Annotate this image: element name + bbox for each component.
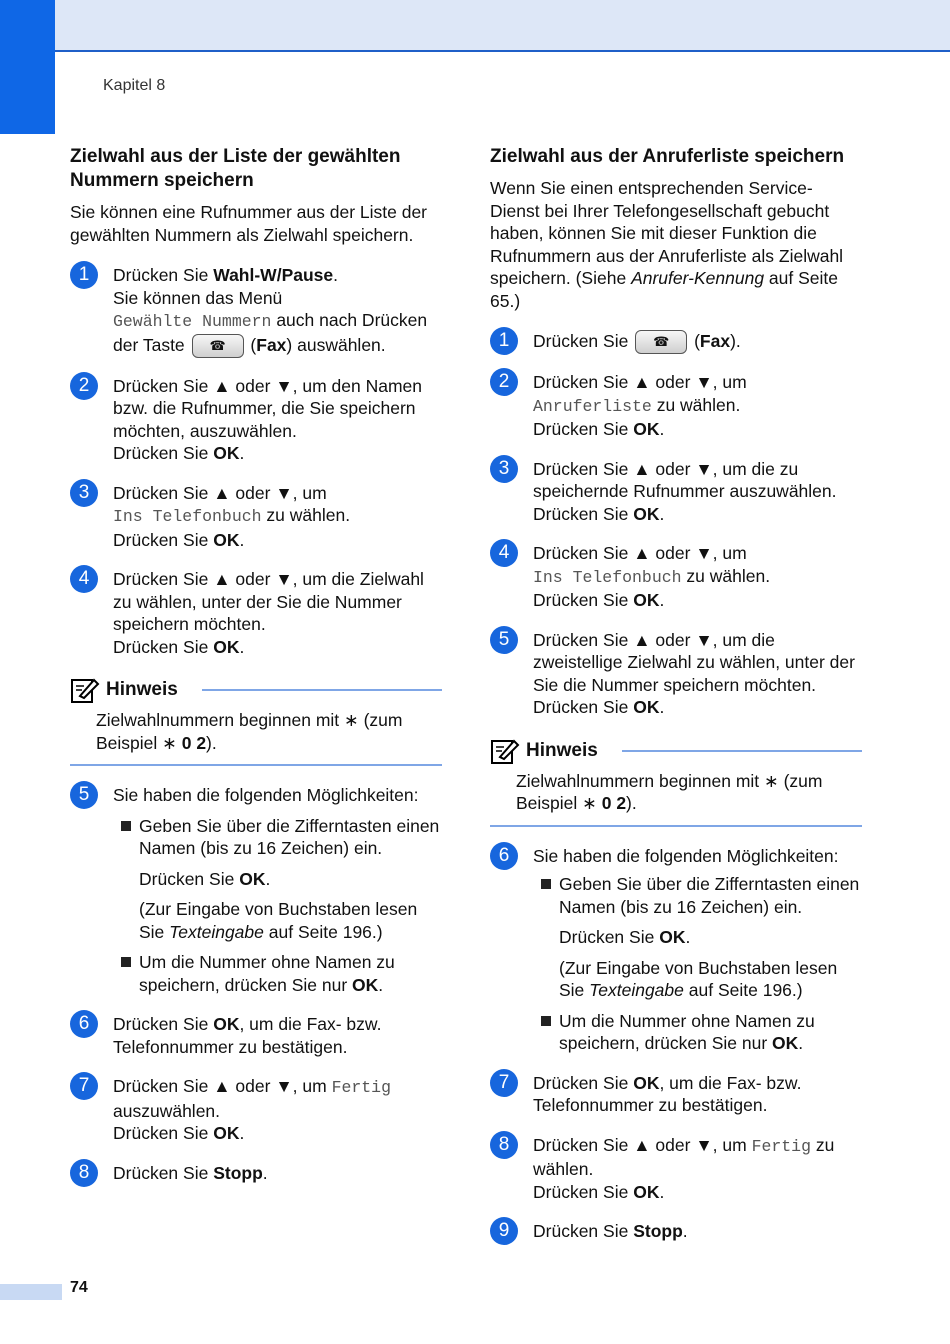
note-title: Hinweis xyxy=(526,739,598,761)
step-6: 6 Drücken Sie OK, um die Fax- bzw. Telefonnummer zu bestätigen. xyxy=(70,1013,442,1058)
step-8: 8 Drücken Sie ▲ oder ▼, um Fertig zu wählen. Drücken Sie OK. xyxy=(490,1134,862,1204)
step-3: 3 Drücken Sie ▲ oder ▼, um Ins Telefonbuch zu wählen. Drücken Sie OK. xyxy=(70,482,442,552)
step-2: 2 Drücken Sie ▲ oder ▼, um den Namen bzw. die Rufnummer, die Sie speichern möchten, auszuwählen. Drücken Sie OK. xyxy=(70,375,442,465)
note-title: Hinweis xyxy=(106,679,178,701)
step-7: 7 Drücken Sie OK, um die Fax- bzw. Telefonnummer zu bestätigen. xyxy=(490,1072,862,1117)
note-box xyxy=(490,736,862,827)
section-title: Zielwahl aus der Liste der gewählten Nummern speichern xyxy=(70,146,401,191)
right-column xyxy=(490,145,862,1260)
chapter-tab xyxy=(0,0,55,134)
step-1: 1 Drücken Sie Wahl-W/Pause. Sie können das Menü Gewählte Nummern auch nach Drücken der Taste ☎ (Fax) auswählen. xyxy=(70,264,442,358)
step-4: 4 Drücken Sie ▲ oder ▼, um die Zielwahl zu wählen, unter der Sie die Nummer speichern möchten. Drücken Sie OK. xyxy=(70,568,442,658)
down-arrow-icon: ▼ xyxy=(275,375,293,396)
step-1: 1 Drücken Sie ☎ (Fax). xyxy=(490,330,862,354)
note-text: Zielwahlnummern beginnen mit ∗ (zum Beispiel ∗ 0 2). xyxy=(96,710,403,753)
bullet-icon xyxy=(541,879,551,889)
note-box xyxy=(70,675,442,766)
bullet-icon xyxy=(541,1016,551,1026)
star-icon: ∗ xyxy=(344,710,359,731)
up-arrow-icon: ▲ xyxy=(213,375,231,396)
note-pencil-icon xyxy=(490,737,520,765)
step-9: 9 Drücken Sie Stopp. xyxy=(490,1220,862,1243)
step-4: 4 Drücken Sie ▲ oder ▼, um Ins Telefonbuch zu wählen. Drücken Sie OK. xyxy=(490,542,862,612)
step-5: 5 Drücken Sie ▲ oder ▼, um die zweistellige Zielwahl zu wählen, unter der Sie die Nummer speichern möchten. Drücken Sie OK. xyxy=(490,629,862,719)
menu-text: Gewählte Nummern xyxy=(113,312,272,331)
step-number-1: 1 xyxy=(70,261,98,289)
step-2: 2 Drücken Sie ▲ oder ▼, um Anruferliste zu wählen. Drücken Sie OK. xyxy=(490,371,862,441)
step-8: 8 Drücken Sie Stopp. xyxy=(70,1162,442,1185)
down-arrow-icon: ▼ xyxy=(275,569,293,590)
step-5: 5 Sie haben die folgenden Möglichkeiten: Geben Sie über die Zifferntasten einen Namen (bis zu 16 Zeichen) ein. Drücken Sie OK. (Zur Eingabe von Buchstaben lesen Sie Texteingabe auf Seite 196.) Um die Nummer ohne Namen zu speichern, drücken Sie nur OK. xyxy=(70,784,442,996)
step-3: 3 Drücken Sie ▲ oder ▼, um die zu speichernde Rufnummer auszuwählen. Drücken Sie OK. xyxy=(490,458,862,526)
up-arrow-icon: ▲ xyxy=(213,569,231,590)
note-text: Zielwahlnummern beginnen mit ∗ (zum Beispiel ∗ 0 2). xyxy=(516,770,823,814)
fax-key-icon: ☎ xyxy=(635,330,687,354)
footer-band xyxy=(0,1284,62,1300)
header-band xyxy=(0,0,950,52)
left-column xyxy=(70,145,442,1201)
page-number: 74 xyxy=(70,1279,88,1296)
step-7: 7 Drücken Sie ▲ oder ▼, um Fertig auszuwählen. Drücken Sie OK. xyxy=(70,1075,442,1145)
note-pencil-icon xyxy=(70,676,100,704)
bullet-icon xyxy=(121,957,131,967)
chapter-label: Kapitel 8 xyxy=(103,77,166,94)
fax-key-icon: ☎ xyxy=(192,334,244,358)
section-intro: Wenn Sie einen entsprechenden Service-Dienst bei Ihrer Telefongesellschaft gebucht haben, können Sie mit dieser Funktion die Rufnummern aus der Anruferliste als Zielwahl speichern. (Siehe Anrufer-Kennung auf Seite 65.) xyxy=(490,178,844,311)
section-intro: Sie können eine Rufnummer aus der Liste der gewählten Nummern als Zielwahl speichern. xyxy=(70,202,428,245)
step-6: 6 Sie haben die folgenden Möglichkeiten: Geben Sie über die Zifferntasten einen Namen (bis zu 16 Zeichen) ein. Drücken Sie OK. (Zur Eingabe von Buchstaben lesen Sie Texteingabe auf Seite 196.) Um die Nummer ohne Namen zu speichern, drücken Sie nur OK. xyxy=(490,845,862,1055)
bullet-icon xyxy=(121,821,131,831)
section-title: Zielwahl aus der Anruferliste speichern xyxy=(490,146,845,167)
down-arrow-icon: ▼ xyxy=(275,482,293,503)
up-arrow-icon: ▲ xyxy=(213,482,231,503)
